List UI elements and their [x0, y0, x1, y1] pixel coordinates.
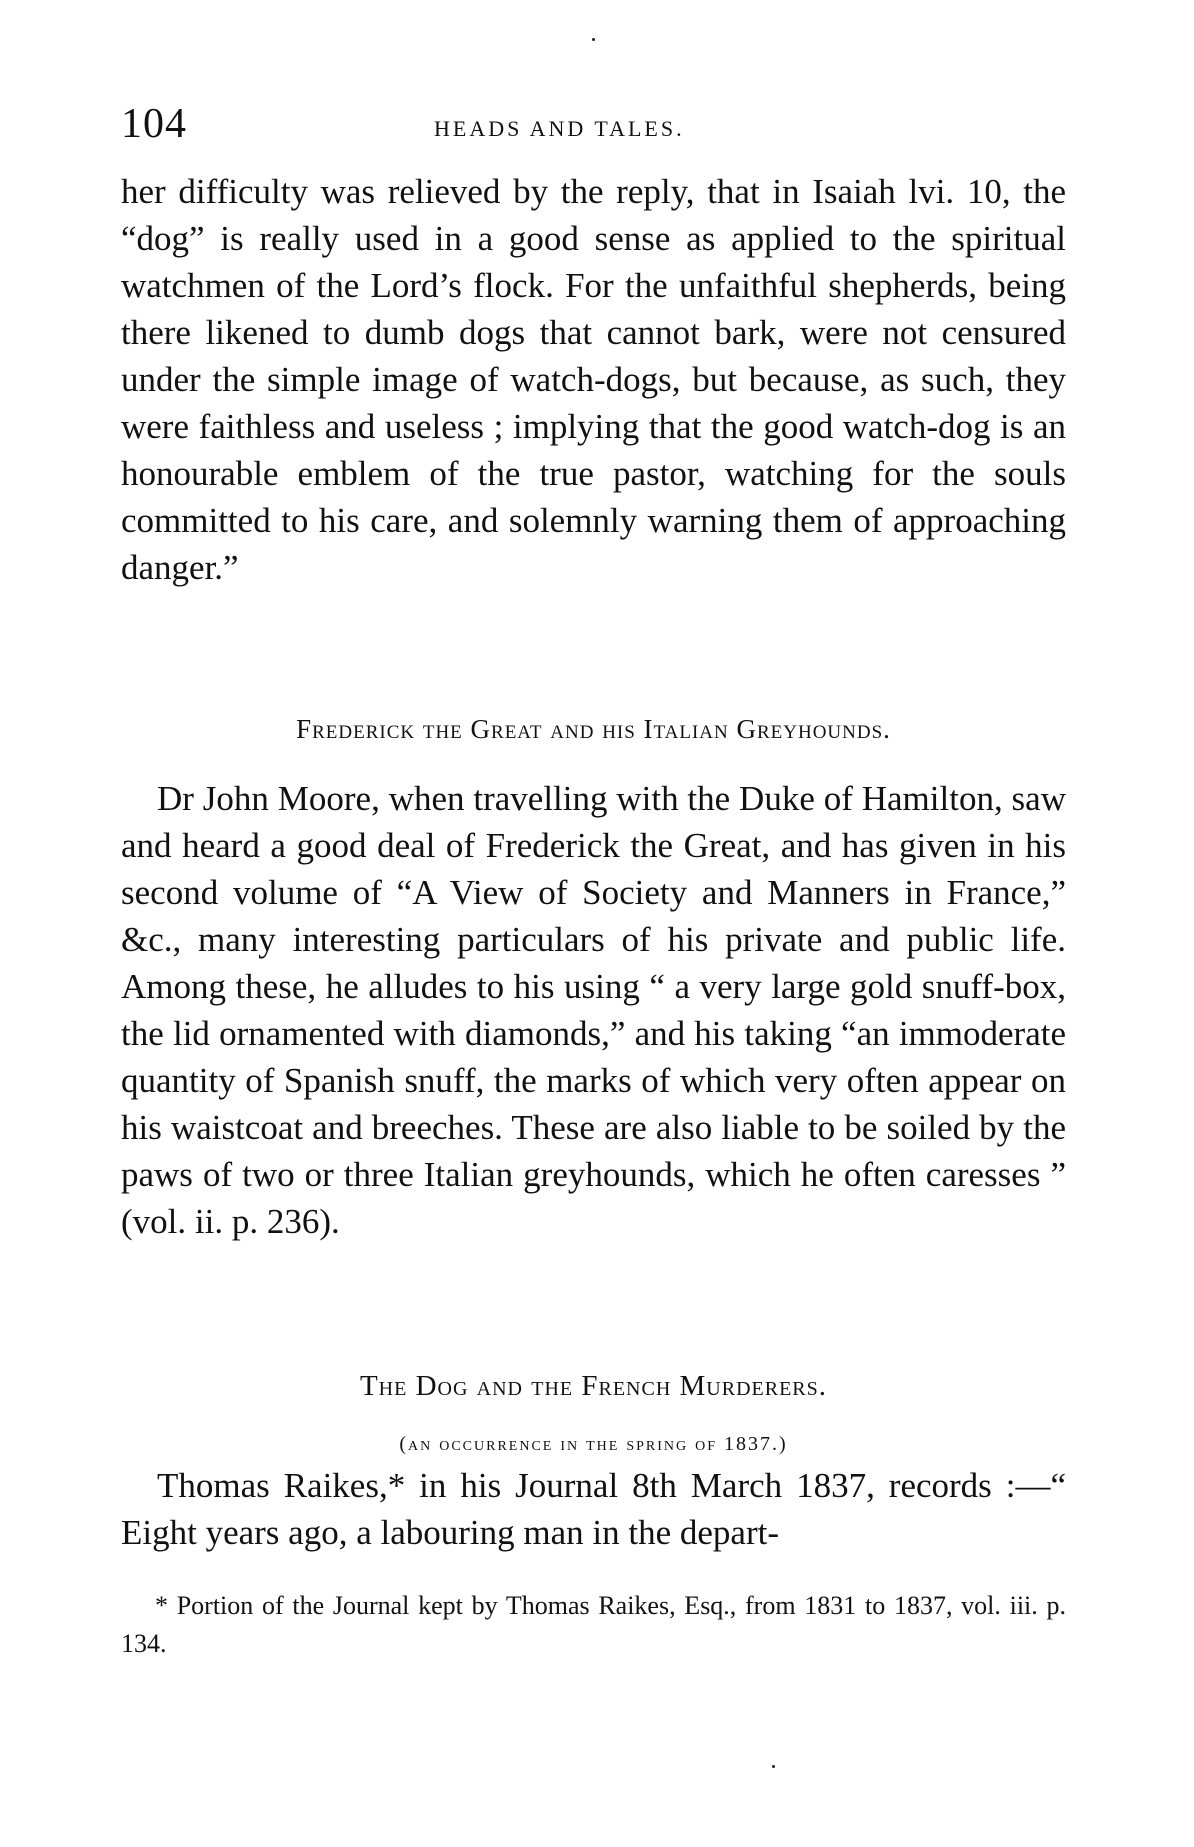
speck-mark	[592, 38, 595, 41]
section-heading-frederick: Frederick the Great and his Italian Greyhounds.	[296, 714, 891, 744]
section-heading-french-murderers: The Dog and the French Murderers.	[359, 1370, 828, 1402]
running-head: HEADS AND TALES.	[434, 116, 685, 141]
paragraph-continuation: her difficulty was relieved by the reply, that in Isaiah lvi. 10, the “dog” is really used in a good sense as applied to the spiritual watchmen of the Lord’s flock. For the unfaithful shepherds, being there likened to dumb dogs that cannot bark, were not censured under the simple image of watch-dogs, but because, as such, they were faithless and useless ; implying that the good watch-dog is an honourable emblem of the true pastor, watching for the souls committed to his care, and solemnly warning them of approaching danger.”	[121, 172, 1066, 587]
page-header	[121, 100, 1066, 150]
page-number: 104	[121, 101, 187, 147]
section-subheading: (an occurrence in the spring of 1837.)	[399, 1433, 788, 1455]
paragraph-frederick: Dr John Moore, when travelling with the Duke of Hamilton, saw and heard a good deal of Frederick the Great, and has given in his second volume of “A View of Society and Manners in France,” &c., many interesting particulars of his private and public life. Among these, he alludes to his using “ a very large gold snuff-box, the lid ornamented with diamonds,” and his taking “an immoderate quantity of Spanish snuff, the marks of which very often appear on his waistcoat and breeches. These are also liable to be soiled by the paws of two or three Italian greyhounds, which he often caresses ” (vol. ii. p. 236).	[121, 779, 1066, 1241]
footnote: * Portion of the Journal kept by Thomas Raikes, Esq., from 1831 to 1837, vol. iii. p. 134.	[121, 1591, 1066, 1658]
paragraph-raikes: Thomas Raikes,* in his Journal 8th March 1837, records :—“ Eight years ago, a labouring man in the depart-	[121, 1466, 1066, 1552]
speck-mark	[772, 1765, 775, 1768]
